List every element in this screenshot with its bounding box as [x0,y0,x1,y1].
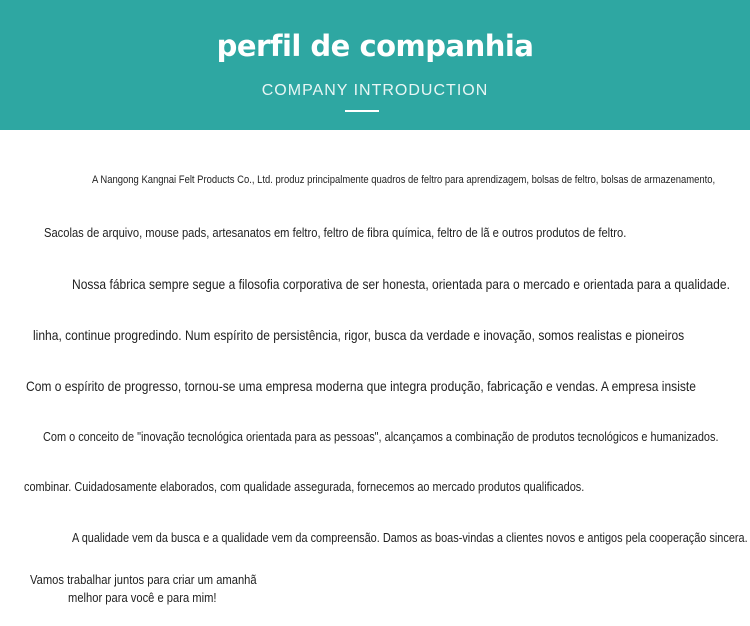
page-subtitle: COMPANY INTRODUCTION [261,82,489,99]
description-line: Sacolas de arquivo, mouse pads, artesanatos em feltro, feltro de fibra química, feltro de lã e outros produtos de feltro. [44,225,627,240]
description-line: combinar. Cuidadosamente elaborados, com qualidade assegurada, fornecemos ao mercado produtos qualificados. [24,479,585,494]
page-header [0,0,750,130]
description-line: melhor para você e para mim! [68,590,217,605]
description-line: Com o espírito de progresso, tornou-se uma empresa moderna que integra produção, fabricação e vendas. A empresa insiste [26,378,696,394]
description-line: A qualidade vem da busca e a qualidade vem da compreensão. Damos as boas-vindas a clientes novos e antigos pela cooperação sincera. [72,530,748,545]
description-line: A Nangong Kangnai Felt Products Co., Ltd. produz principalmente quadros de feltro para aprendizagem, bolsas de feltro, bolsas de armazenamento, [92,174,716,186]
description-line: Vamos trabalhar juntos para criar um amanhã [30,572,257,587]
description-line: Nossa fábrica sempre segue a filosofia corporativa de ser honesta, orientada para o mercado e orientada para a qualidade. [72,276,730,292]
title-underline [345,110,379,112]
description-line: linha, continue progredindo. Num espírito de persistência, rigor, busca da verdade e inovação, somos realistas e pioneiros [33,327,685,343]
page-title: perfil de companhia [216,29,534,63]
description-line: Com o conceito de "inovação tecnológica orientada para as pessoas", alcançamos a combinação de produtos tecnológicos e humanizados. [43,429,719,444]
